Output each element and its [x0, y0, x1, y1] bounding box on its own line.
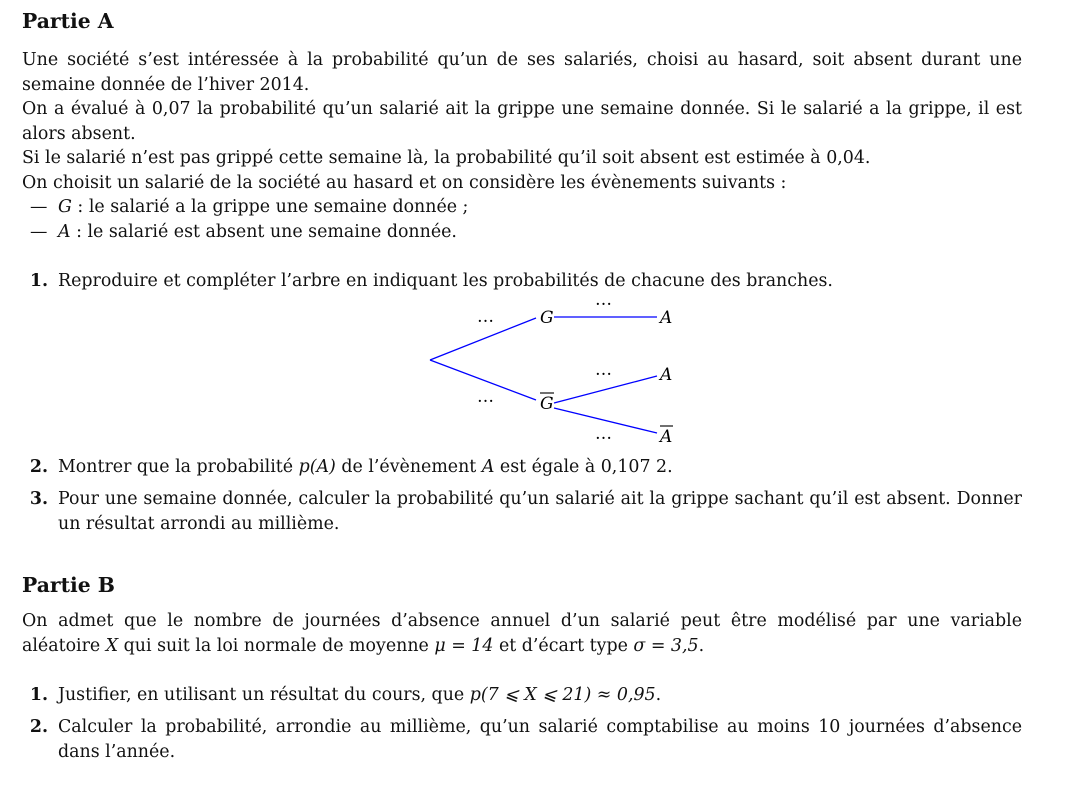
question-number: 1. [29, 685, 48, 705]
math-expression: μ = 14 [434, 635, 494, 656]
question-number: 2. [29, 457, 48, 477]
intro-paragraph: Si le salarié n’est pas grippé cette semaine là, la probabilité qu’il soit absent est estimée à 0,04. [22, 148, 871, 168]
part-b-intro [22, 609, 1022, 658]
list-dash: — [30, 197, 48, 217]
question-number: 1. [29, 271, 48, 291]
question-text: de l’évènement [335, 457, 482, 477]
event-text: : le salarié a la grippe une semaine donnée ; [71, 197, 469, 217]
question-number: 2. [29, 717, 48, 737]
question-text: . [655, 685, 662, 705]
event-symbol: A [58, 221, 71, 242]
probability-tree [22, 0, 1022, 460]
question-text: Montrer que la probabilité [58, 457, 299, 477]
intro-text: . [698, 635, 705, 656]
math-expression: A [481, 457, 495, 477]
question-text: est égale à 0,107 2. [494, 457, 673, 477]
tree-node-g: G [540, 308, 554, 328]
tree-leaf-a-from-gbar: A [660, 365, 673, 385]
tree-node-gbar: G [540, 394, 554, 414]
list-dash: — [30, 221, 48, 242]
intro-text: qui suit la loi normale de moyenne [118, 635, 435, 656]
tree-prob-a-given-g: … [595, 290, 612, 310]
question-text: Reproduire et compléter l’arbre en indiquant les probabilités de chacune des branches. [58, 271, 833, 291]
intro-text: et d’écart type [493, 635, 634, 656]
math-expression: X [105, 635, 119, 656]
tree-prob-a-given-gbar: … [595, 360, 612, 380]
question-b1 [29, 683, 1022, 708]
intro-text: On admet que le nombre de journées d’absence annuel d’un salarié peut être modélisé par une variable aléatoire [22, 611, 1022, 656]
intro-paragraph: On choisit un salarié de la société au hasard et on considère les évènements suivants : [22, 172, 787, 193]
event-text: : le salarié est absent une semaine donnée. [70, 221, 457, 242]
tree-prob-gbar: … [477, 387, 494, 407]
tree-leaf-abar: A [660, 427, 673, 447]
question-text: Pour une semaine donnée, calculer la probabilité qu’un salarié ait la grippe sachant qu’il est absent. Donner un résultat arrondi au millième. [58, 489, 1022, 534]
math-expression: p(A) [298, 457, 336, 477]
question-a2 [29, 455, 1022, 480]
intro-paragraph: Une société s’est intéressée à la probabilité qu’un de ses salariés, choisi au hasard, soit absent durant une semaine donnée de l’hiver 2014. [22, 50, 1022, 95]
math-expression: p(7 ⩽ X ⩽ 21) ≈ 0,95 [469, 685, 656, 705]
question-text: Justifier, en utilisant un résultat du cours, que [58, 685, 470, 705]
question-b2 [29, 715, 1022, 764]
intro-paragraph: On a évalué à 0,07 la probabilité qu’un salarié ait la grippe une semaine donnée. Si le salarié a la grippe, il est alors absent. [22, 99, 1022, 144]
branch-gbar-a [554, 376, 657, 403]
event-symbol: G [58, 197, 72, 217]
tree-prob-g: … [477, 307, 494, 327]
part-b-title: Partie B [22, 573, 115, 597]
math-expression: σ = 3,5 [633, 635, 699, 656]
question-number: 3. [29, 489, 48, 509]
question-text: Calculer la probabilité, arrondie au millième, qu’un salarié comptabilise au moins 10 journées d’absence dans l’année. [58, 717, 1022, 762]
tree-prob-abar-given-gbar: … [595, 424, 612, 444]
tree-leaf-a-from-g: A [660, 308, 673, 328]
question-a3 [29, 487, 1022, 536]
part-a-title: Partie A [22, 9, 114, 33]
